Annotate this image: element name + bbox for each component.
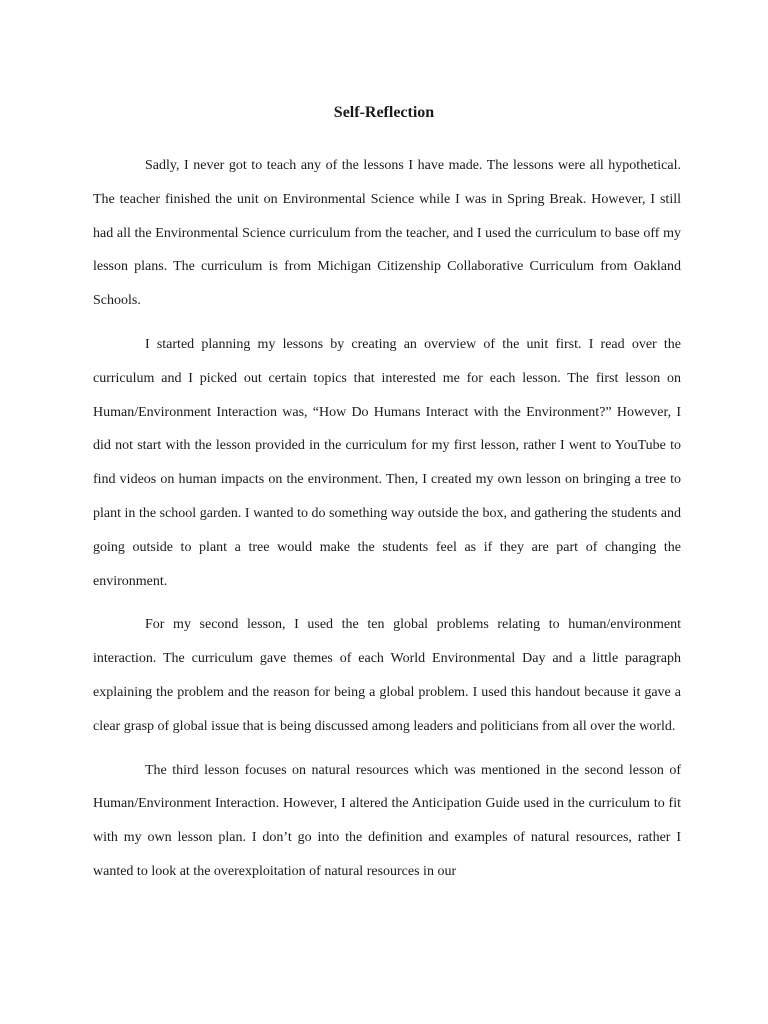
paragraph-2: I started planning my lessons by creating an overview of the unit first. I read over the curriculum and I picked out certain topics that interested me for each lesson. The first lesson on Human/Environment Interaction was, “How Do Humans Interact with the Environment?” However, I did not start with the lesson provided in the curriculum for my first lesson, rather I went to YouTube to find videos on human impacts on the environment. Then, I created my own lesson on bringing a tree to plant in the school garden. I wanted to do something way outside the box, and gathering the students and going outside to plant a tree would make the students feel as if they are part of changing the environment. (93, 336, 681, 589)
document-title: Self-Reflection (333, 104, 435, 121)
paragraph-4: The third lesson focuses on natural resources which was mentioned in the second lesson of Human/Environment Interaction. However, I altered the Anticipation Guide used in the curriculum to fit with my own lesson plan. I don’t go into the definition and examples of natural resources, rather I wanted to look at the overexploitation of natural resources in our (93, 762, 681, 879)
paragraph-3: For my second lesson, I used the ten global problems relating to human/environment interaction. The curriculum gave themes of each World Environmental Day and a little paragraph explaining the problem and the reason for being a global problem. I used this handout because it gave a clear grasp of global issue that is being discussed among leaders and politicians from all over the world. (93, 617, 681, 734)
document-body (93, 149, 681, 899)
paragraph-1: Sadly, I never got to teach any of the lessons I have made. The lessons were all hypothetical. The teacher finished the unit on Environmental Science while I was in Spring Break. However, I still had all the Environmental Science curriculum from the teacher, and I used the curriculum to base off my lesson plans. The curriculum is from Michigan Citizenship Collaborative Curriculum from Oakland Schools. (93, 158, 681, 309)
